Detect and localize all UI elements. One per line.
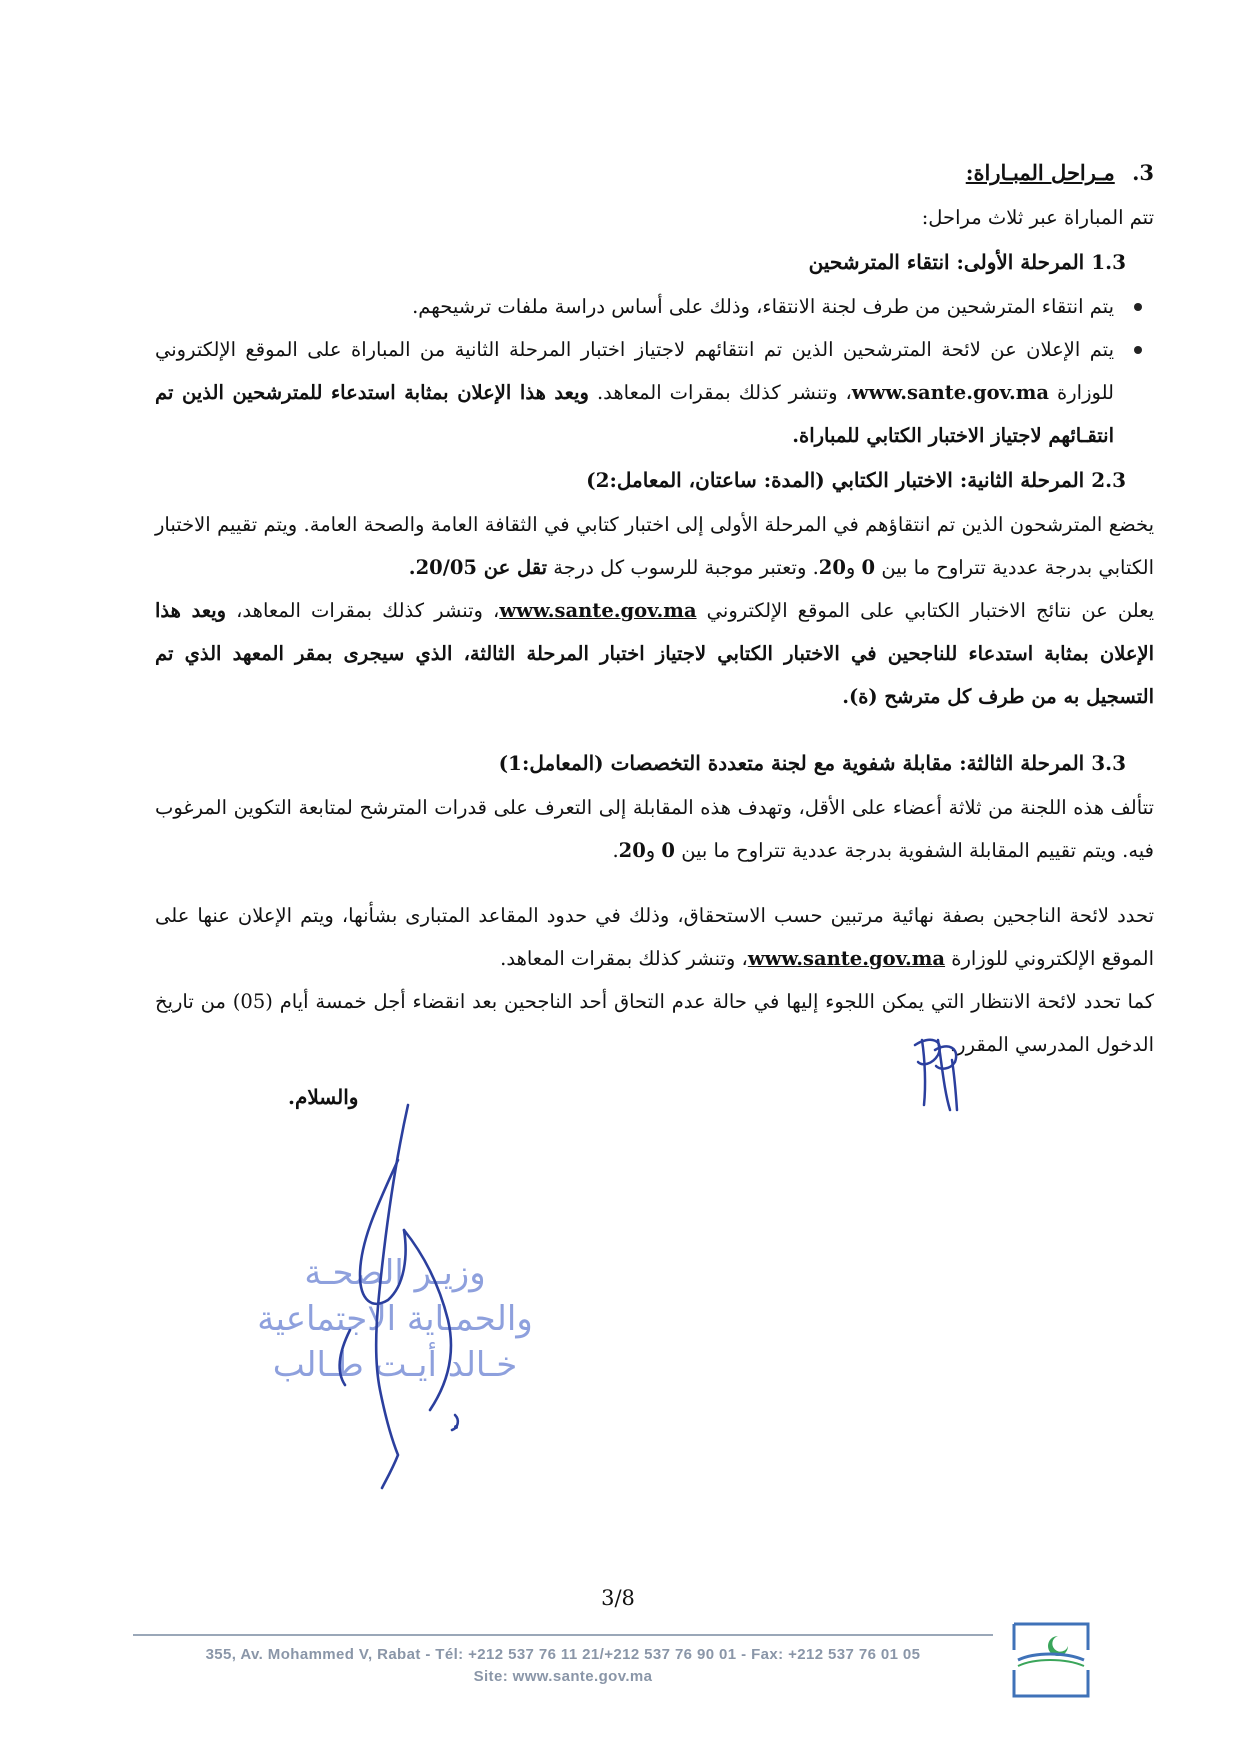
stage3-heading: 3.3 المرحلة الثالثة: مقابلة شفوية مع لجنة متعددة التخصصات (المعامل:1): [498, 751, 1126, 775]
stage2-heading: 2.3 المرحلة الثانية: الاختبار الكتابي (المدة: ساعتان، المعامل:2): [586, 468, 1126, 492]
final-paragraph-2: كما تحدد لائحة الانتظار التي يمكن اللجوء إليها في حالة عدم التحاق أحد الناجحين بعد انقضاء أجل خمسة أيام (05) من تاريخ الدخول المدرسي المقرر.: [155, 990, 1155, 1056]
final-paragraph-1: [155, 894, 1154, 980]
stage1-bullet-1: [155, 285, 1114, 328]
stamp-line-3: خـالد أيـت طـالب: [272, 1345, 518, 1385]
score-max: 20: [618, 839, 646, 862]
stage2-p2-text-b: ، وتنشر كذلك بمقرات المعاهد،: [236, 599, 500, 622]
footer-site: Site: www.sante.gov.ma: [473, 1668, 653, 1685]
ministry-logo-icon: [1010, 1620, 1092, 1700]
fail-threshold: تقل عن 20/05.: [408, 556, 548, 579]
pen-mark: [454, 1425, 458, 1429]
stage1-heading: 1.3 المرحلة الأولى: انتقاء المترشحين: [808, 250, 1126, 274]
stage2-paragraph-1: [155, 503, 1154, 589]
stage2-paragraph-2: [155, 589, 1154, 718]
document-body: [155, 150, 1154, 1066]
stage1-bullet-2-bold: ويعد هذا الإعلان بمثابة استدعاء للمترشحين الذين تم انتقـائهم لاجتياز الاختبار الكتابي للمباراة.: [155, 381, 1114, 447]
stage2-p1-text: يخضع المترشحون الذين تم انتقاؤهم في المرحلة الأولى إلى اختبار كتابي في الثقافة العامة والصحة العامة. ويتم تقييم الاختبار الكتابي بدرجة عددية تتراوح ما بين: [155, 513, 1154, 579]
stage1-bullet-2-text: يتم الإعلان عن لائحة المترشحين الذين تم انتقائهم لاجتياز اختبار المرحلة الثانية من المباراة على الموقع الإلكتروني للوزارة: [155, 338, 1114, 404]
stamp-line-1: وزيـر الصحـة: [304, 1253, 486, 1293]
stamp-line-2: والحمـاية الاجتماعية: [257, 1299, 533, 1339]
stage1-list: [155, 285, 1154, 457]
stage3-paragraph-1: [155, 786, 1154, 872]
final-p1-text-b: ، وتنشر كذلك بمقرات المعاهد.: [500, 947, 748, 970]
score-max: 20: [818, 556, 846, 579]
closing-salutation: والسلام.: [288, 1085, 359, 1109]
section-number: 3.: [1132, 160, 1154, 185]
page-footer: [133, 1644, 993, 1688]
stage1-bullet-1-text: يتم انتقاء المترشحين من طرف لجنة الانتقاء، وذلك على أساس دراسة ملفات ترشيحهم.: [412, 295, 1114, 318]
section-title: مـراحل المبـاراة:: [965, 160, 1115, 185]
page-number: 3/8: [601, 1586, 635, 1610]
stage3-p1-end: .: [612, 839, 619, 862]
minister-stamp: [230, 1250, 560, 1388]
and-word: و: [845, 556, 856, 579]
ministry-website-link[interactable]: www.sante.gov.ma: [499, 599, 697, 622]
stage2-p2-bold: ويعد هذا الإعلان بمثابة استدعاء للناجحين في الاختبار الكتابي لاجتياز اختبار المرحلة الثالثة، الذي سيجرى بمقر المعهد الذي تم التسجيل به من طرف كل مترشح (ة).: [155, 599, 1154, 708]
footer-divider: [133, 1634, 993, 1636]
stage2-p1-text-c: . وتعتبر موجبة للرسوب كل درجة: [553, 556, 819, 579]
and-word: و: [645, 839, 656, 862]
stage1-bullet-2: [155, 328, 1114, 457]
section-heading: [155, 150, 1154, 196]
ministry-website-link[interactable]: www.sante.gov.ma: [747, 947, 946, 970]
stage1-bullet-2-text-b: ، وتنشر كذلك بمقرات المعاهد.: [596, 381, 852, 404]
spacer: [155, 718, 1154, 740]
stage2-p2-text: يعلن عن نتائج الاختبار الكتابي على الموقع الإلكتروني: [706, 599, 1154, 622]
footer-address: 355, Av. Mohammed V, Rabat - Tél: +212 537 76 11 21/+212 537 76 90 01 - Fax: +212 537 76 01 05: [205, 1646, 921, 1663]
final-p1-text: تحدد لائحة الناجحين بصفة نهائية مرتبين حسب الاستحقاق، وذلك في حدود المقاعد المتبارى بشأنها، ويتم الإعلان عنها على الموقع الإلكتروني للوزارة: [155, 904, 1154, 970]
section-intro: تتم المباراة عبر ثلاث مراحل:: [921, 206, 1154, 229]
score-min: 0: [861, 556, 876, 579]
spacer: [155, 872, 1154, 894]
ministry-website-link[interactable]: www.sante.gov.ma: [851, 381, 1050, 404]
score-min: 0: [661, 839, 675, 862]
stage3-p1-text: تتألف هذه اللجنة من ثلاثة أعضاء على الأقل، وتهدف هذه المقابلة إلى التعرف على قدرات المترشح لمتابعة التكوين المرغوب فيه. ويتم تقييم المقابلة الشفوية بدرجة عددية تتراوح ما بين: [155, 796, 1154, 862]
